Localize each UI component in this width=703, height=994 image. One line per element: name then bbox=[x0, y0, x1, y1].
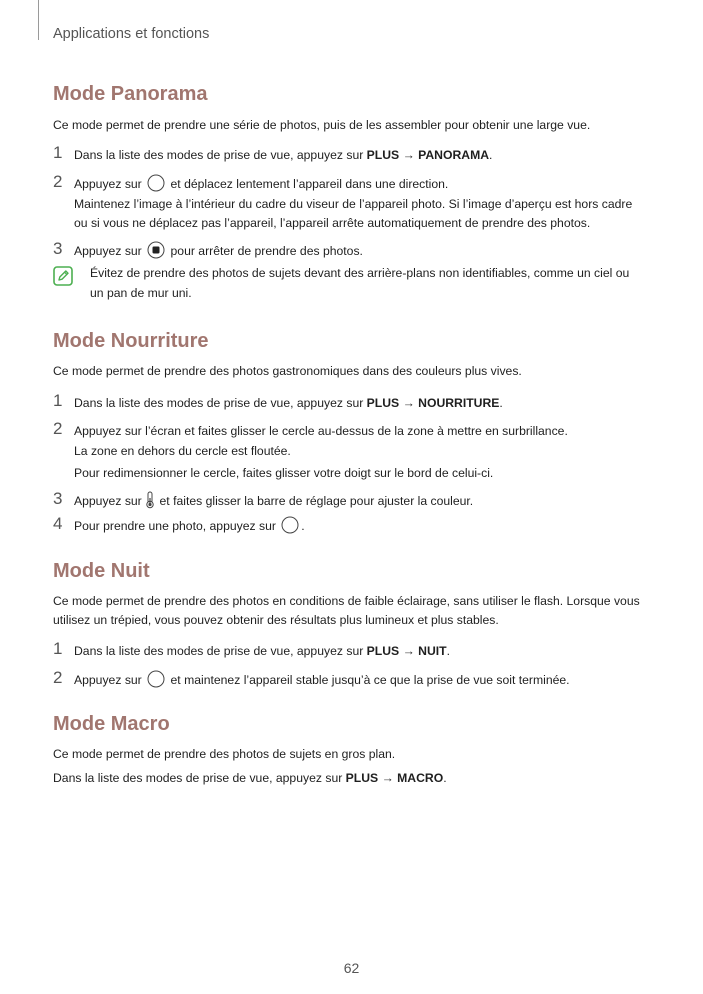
step-number: 3 bbox=[53, 489, 63, 508]
night-title: Mode Nuit bbox=[53, 560, 150, 582]
step-number: 1 bbox=[53, 391, 63, 410]
step-number: 2 bbox=[53, 172, 63, 191]
step-number: 2 bbox=[53, 419, 63, 438]
food-step-2-detail-2: Pour redimensionner le cercle, faites glisser votre doigt sur le bord de celui-ci. bbox=[74, 466, 494, 480]
color-temperature-icon bbox=[145, 491, 155, 509]
step-number: 4 bbox=[53, 514, 63, 533]
macro-title: Mode Macro bbox=[53, 713, 170, 735]
food-title: Mode Nourriture bbox=[53, 330, 209, 352]
plus-label: PLUS bbox=[345, 771, 379, 785]
step-number: 1 bbox=[53, 143, 63, 162]
panorama-title: Mode Panorama bbox=[53, 83, 208, 105]
step-number: 1 bbox=[53, 639, 63, 658]
section-header: Applications et fonctions bbox=[53, 26, 210, 42]
page-number: 62 bbox=[343, 960, 360, 976]
header-rule bbox=[38, 0, 39, 40]
panorama-intro: Ce mode permet de prendre une série de photos, puis de les assembler pour obtenir une large vue. bbox=[53, 118, 591, 132]
night-label: NUIT bbox=[418, 644, 447, 658]
step-number: 2 bbox=[53, 668, 63, 687]
plus-label: PLUS bbox=[366, 644, 400, 658]
food-label: NOURRITURE bbox=[418, 396, 500, 410]
macro-instruction: Dans la liste des modes de prise de vue, appuyez sur PLUS → MACRO. bbox=[53, 771, 447, 785]
plus-label: PLUS bbox=[366, 148, 400, 162]
note-line-2: un pan de mur uni. bbox=[90, 286, 192, 300]
panorama-label: PANORAMA bbox=[418, 148, 490, 162]
shutter-button-icon bbox=[281, 516, 299, 534]
plus-label: PLUS bbox=[366, 396, 400, 410]
shutter-button-icon bbox=[147, 670, 165, 688]
night-intro-line-1: Ce mode permet de prendre des photos en conditions de faible éclairage, sans utiliser le flash. Lorsque vous bbox=[53, 594, 640, 608]
shutter-button-icon bbox=[147, 174, 165, 192]
food-step-2-detail-1: La zone en dehors du cercle est floutée. bbox=[74, 444, 291, 458]
note-pencil-icon bbox=[53, 266, 73, 286]
night-intro-line-2: utilisez un trépied, vous pouvez obtenir des résultats plus lumineux et plus stables. bbox=[53, 613, 499, 627]
macro-label: MACRO bbox=[397, 771, 444, 785]
stop-button-icon bbox=[147, 241, 165, 259]
note-line-1: Évitez de prendre des photos de sujets devant des arrière-plans non identifiables, comme un ciel ou bbox=[90, 266, 630, 280]
step-number: 3 bbox=[53, 239, 63, 258]
panorama-step-2-detail-2: ou si vous ne déplacez pas l’appareil, l’appareil arrête automatiquement de prendre des photos. bbox=[74, 216, 591, 230]
macro-intro: Ce mode permet de prendre des photos de sujets en gros plan. bbox=[53, 747, 396, 761]
food-intro: Ce mode permet de prendre des photos gastronomiques dans des couleurs plus vives. bbox=[53, 364, 522, 378]
panorama-step-2-detail-1: Maintenez l’image à l’intérieur du cadre du viseur de l’appareil photo. Si l’image d’aperçu est hors cadre bbox=[74, 197, 633, 211]
